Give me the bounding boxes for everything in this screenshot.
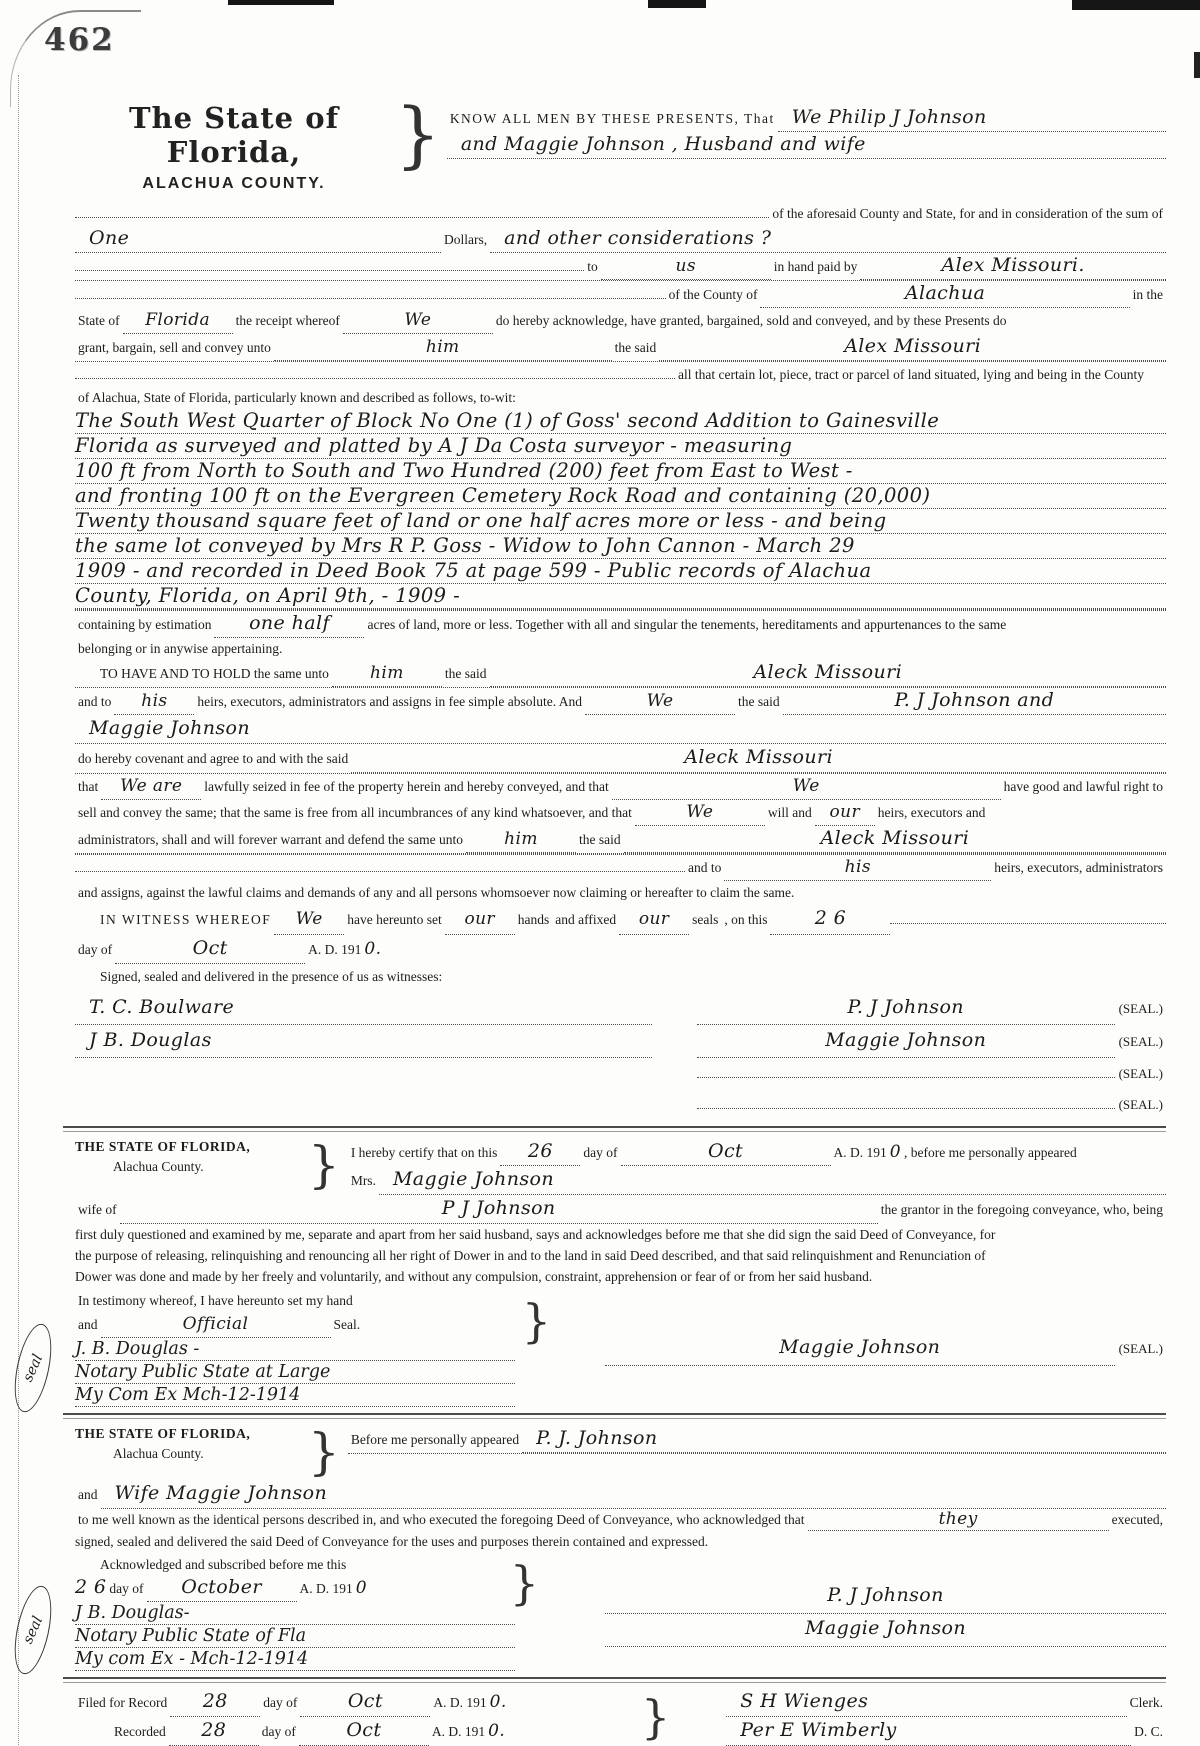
described-clause: of Alachua, State of Florida, particularly known and described as follows, to-wit: (78, 390, 516, 405)
heirs-clause-2: heirs, executors, administrators (994, 860, 1163, 875)
deputy-clerk-signature: Per E Wimberly (740, 1719, 897, 1741)
heirs-executors-label: heirs, executors and (877, 805, 986, 820)
to-value: us (675, 256, 697, 276)
before-clause: Before me personally appeared (350, 1432, 520, 1447)
certify-clause: I hereby certify that on this (350, 1145, 498, 1160)
clerk-label: Clerk. (1129, 1695, 1163, 1710)
to-have-value: him (370, 663, 404, 683)
notary-title: Notary Public State of Fla (75, 1625, 515, 1648)
document-header (75, 92, 1166, 193)
and-to-value: his (141, 691, 168, 711)
assigns-clause: and assigns, against the lawful claims and demands of any and all persons whomsoever now claiming or hereafter to claim the same. (78, 885, 795, 900)
month-value: Oct (192, 937, 228, 959)
notary-expiry: My com Ex - Mch-12-1914 (75, 1648, 515, 1671)
testimony-brace: } (521, 1294, 551, 1348)
grant-clause: grant, bargain, sell and convey unto (78, 340, 271, 355)
our-hands-value: our (464, 909, 495, 929)
dower-paragraph-1: first duly questioned and examined by me, separate and apart from her said husband, says and acknowledges before me that she did sign the said Deed of Conveyance, for (75, 1227, 996, 1242)
that-value: We are (120, 776, 183, 796)
ack2-signature-2: Maggie Johnson (804, 1616, 967, 1639)
day-of-label: day of (78, 942, 113, 957)
ad-label: A. D. 191 (431, 1724, 486, 1739)
dollars-label: Dollars, (444, 232, 488, 247)
that-label: that (78, 779, 99, 794)
appearer-name: P. J. Johnson (536, 1427, 658, 1449)
header-brace: } (395, 92, 441, 176)
ack-brace: } (308, 1423, 340, 1481)
our-seals-value: our (638, 909, 670, 929)
scan-edge-tick (1194, 52, 1200, 78)
husband-name: P J Johnson (441, 1197, 556, 1219)
sell-clause: sell and convey the same; that the same is free from all incumbrances of any kind whatsoever, and that (78, 805, 632, 820)
notary-title: Notary Public State at Large (75, 1361, 515, 1384)
mrs-name: Maggie Johnson (392, 1168, 554, 1190)
grantor-names: P. J Johnson and (894, 689, 1055, 711)
notary-expiry: My Com Ex Mch-12-1914 (75, 1384, 515, 1407)
description-line: Florida as surveyed and platted by A J Da Costa surveyor - measuring (75, 434, 1166, 459)
notary-signature: J. B. Douglas - (75, 1338, 515, 1361)
deputy-clerk-label: D. C. (1134, 1724, 1163, 1739)
filed-month: Oct (347, 1690, 383, 1712)
notary-seal-text: seal (19, 1613, 47, 1647)
grantor-clause: the grantor in the foregoing conveyance, who, being (880, 1202, 1163, 1217)
dower-paragraph-2: the purpose of releasing, relinquishing and renouncing all her right of Dower in and to the land in said Deed described, and that said relinquishment and Renunciation of (75, 1248, 986, 1263)
receipt-value: We (404, 310, 432, 330)
dower-signature: Maggie Johnson (779, 1336, 941, 1358)
section-divider (63, 1677, 1166, 1683)
ack2-signature-1: P. J Johnson (827, 1583, 944, 1606)
covenant-clause: do hereby covenant and agree to and with the said (78, 751, 349, 766)
page-number: 462 (44, 22, 115, 58)
grantor-signature-1: P. J Johnson (847, 996, 964, 1018)
appeared-clause: , before me personally appeared (903, 1145, 1077, 1160)
acknowledge-clause: do hereby acknowledge, have granted, bargained, sold and conveyed, and by these Presents do (495, 313, 1007, 328)
ad-label: A. D. 191 (299, 1581, 353, 1596)
scan-left-edge-line (18, 75, 19, 1745)
will-value: our (829, 802, 861, 822)
payer-name: Alex Missouri. (941, 254, 1085, 276)
description-line: Twenty thousand square feet of land or one half acres more or less - and being (75, 509, 1166, 534)
scan-smudge (1072, 0, 1200, 10)
grantor-names-line2: and Maggie Johnson , Husband and wife (460, 133, 866, 155)
receipt-label: the receipt whereof (235, 313, 340, 328)
ack-brace: } (308, 1136, 340, 1194)
set-label: have hereunto set (347, 912, 442, 927)
and-to-value: his (844, 857, 871, 877)
ack-year: 0 (889, 1142, 901, 1162)
ack-day: 26 (527, 1140, 553, 1162)
day-of-label: day of (109, 1581, 144, 1596)
witness-signature-2: J B. Douglas (89, 1029, 212, 1051)
ad-label: A. D. 191 (833, 1145, 887, 1160)
filed-day: 28 (202, 1690, 228, 1712)
acknowledgment-1 (19, 1136, 1166, 1407)
signed-sealed-clause: signed, sealed and delivered the said Deed of Conveyance for the uses and purposes therein contained and expressed. (75, 1534, 709, 1549)
record-brace: } (641, 1690, 671, 1744)
ack-state-label: THE STATE OF FLORIDA, (75, 1139, 251, 1154)
the-said-label: the said (614, 340, 657, 355)
description-line: and fronting 100 ft on the Evergreen Cemetery Rock Road and containing (20,000) (75, 484, 1166, 509)
containing-clause: acres of land, more or less. Together with all and singular the tenements, hereditaments and appurtenances to the same (367, 617, 1007, 632)
the-said-label: the said (579, 832, 621, 847)
scan-smudge (648, 0, 706, 8)
known-clause: to me well known as the identical persons described in, and who executed the foregoing Deed of Conveyance, who acknowledged that (78, 1512, 805, 1527)
containing-label: containing by estimation (78, 617, 212, 632)
recorded-day: 28 (201, 1719, 227, 1741)
notary-seal-oval (8, 1321, 58, 1416)
wife-of-label: wife of (78, 1202, 117, 1217)
property-description (75, 409, 1166, 611)
acreage-value: one half (249, 612, 330, 634)
seal-label: (SEAL.) (1118, 1066, 1163, 1081)
day-of-label: day of (263, 1695, 298, 1710)
grant-value: him (425, 337, 460, 357)
description-line: 100 ft from North to South and Two Hundred (200) feet from East to West - (75, 459, 1166, 484)
grantee-name: Aleck Missouri (753, 661, 903, 683)
containing-section (75, 611, 1166, 660)
ack2-year: 0 (355, 1578, 368, 1598)
state-of-label: State of (78, 313, 120, 328)
executed-label: executed, (1111, 1512, 1163, 1527)
day-number: 2 6 (814, 907, 847, 929)
administrators-clause: administrators, shall and will forever warrant and defend the same unto (78, 832, 464, 847)
recording-block (75, 1688, 1166, 1746)
clerk-signature: S H Wienges (740, 1690, 869, 1712)
section-divider (63, 1126, 1166, 1132)
testimony-clause: In testimony whereof, I have hereunto set my hand (78, 1293, 353, 1308)
in-witness-label: IN WITNESS WHEREOF (100, 912, 272, 927)
sell-value: We (686, 802, 714, 822)
to-label: to (587, 259, 598, 274)
filed-year: 0. (489, 1692, 507, 1712)
and-label: and (78, 1317, 98, 1332)
ack2-month: October (181, 1576, 262, 1598)
recorded-year: 0. (488, 1721, 506, 1741)
all-that-clause: all that certain lot, piece, tract or parcel of land situated, lying and being in the County (678, 367, 1144, 382)
right-clause: have good and lawful right to (1003, 779, 1163, 794)
notary-seal-text: seal (19, 1351, 47, 1385)
official-value: Official (182, 1314, 249, 1334)
witness-we: We (295, 909, 323, 929)
county-of-label: of the County of (668, 287, 758, 302)
notary-seal-oval (8, 1583, 58, 1678)
filed-label: Filed for Record (78, 1695, 168, 1710)
description-line: The South West Quarter of Block No One (1) of Goss' second Addition to Gainesville (75, 409, 1166, 434)
recorded-month: Oct (346, 1719, 382, 1741)
will-and-label: will and (767, 805, 812, 820)
seal-word: Seal. (333, 1317, 361, 1332)
day-of-label: day of (261, 1724, 296, 1739)
seal-label: (SEAL.) (1118, 1034, 1163, 1049)
in-hand-label: in hand paid by (773, 259, 858, 274)
grantor-signature-2: Maggie Johnson (825, 1029, 987, 1051)
year-value: 0. (364, 939, 382, 959)
hands-label: hands (517, 912, 550, 927)
seized-value: We (792, 776, 820, 796)
they-value: they (938, 1509, 978, 1529)
acknowledged-clause: Acknowledged and subscribed before me this (100, 1557, 347, 1572)
on-this-label: , on this (724, 912, 768, 927)
ack-county-label: Alachua County. (113, 1159, 204, 1174)
notary-signature: J B. Douglas- (75, 1602, 515, 1625)
seals-label: seals (692, 912, 719, 927)
to-have-clause: TO HAVE AND TO HOLD the same unto (100, 666, 329, 681)
scan-smudge (228, 0, 334, 5)
defend-value: him (504, 829, 538, 849)
grantor-names-2: Maggie Johnson (89, 717, 251, 739)
presents-clause: KNOW ALL MEN BY THESE PRESENTS, That (449, 111, 775, 126)
ad-label: A. D. 191 (433, 1695, 487, 1710)
appertaining-clause: belonging or in anywise appertaining. (78, 641, 283, 656)
grantee-name: Alex Missouri (844, 335, 982, 357)
warranty-section (75, 774, 1166, 904)
affixed-label: and affixed (555, 912, 617, 927)
description-line: 1909 - and recorded in Deed Book 75 at page 599 - Public records of Alachua (75, 559, 1166, 584)
the-said-label: the said (738, 694, 780, 709)
in-the-label: in the (1132, 287, 1163, 302)
and-value: We (646, 691, 674, 711)
premises-section (75, 201, 1166, 409)
state-title: The State of Florida, (128, 101, 340, 169)
description-line: the same lot conveyed by Mrs R P. Goss - Widow to John Cannon - March 29 (75, 534, 1166, 559)
seal-label: (SEAL.) (1118, 1001, 1163, 1016)
signature-section (75, 992, 1166, 1120)
county-subtitle: ALACHUA COUNTY. (142, 175, 326, 192)
presence-clause: Signed, sealed and delivered in the presence of us as witnesses: (100, 969, 443, 984)
consideration-amount: One (89, 227, 130, 249)
ad-label: A. D. 191 (308, 942, 362, 957)
seal-label: (SEAL.) (1118, 1341, 1163, 1356)
acknowledgment-2 (19, 1423, 1166, 1671)
day-of-label: day of (583, 1145, 618, 1160)
ack-state-label: THE STATE OF FLORIDA, (75, 1426, 251, 1441)
covenant-grantee: Aleck Missouri (684, 746, 833, 768)
and-to-label: and to (688, 860, 722, 875)
and-label: and (78, 1487, 98, 1502)
ack2-brace: } (509, 1556, 539, 1610)
state-value: Florida (145, 310, 211, 330)
seized-clause: lawfully seized in fee of the property herein and hereby conveyed, and that (204, 779, 609, 794)
recorded-label: Recorded (114, 1724, 166, 1739)
seal-label: (SEAL.) (1118, 1097, 1163, 1112)
ack2-day: 2 6 (75, 1576, 107, 1598)
ack-month: Oct (707, 1140, 744, 1162)
habendum-section (75, 660, 1166, 774)
ack-county-label: Alachua County. (113, 1446, 204, 1461)
grantor-names-line1: We Philip J Johnson (791, 106, 987, 128)
mrs-label: Mrs. (350, 1173, 376, 1188)
other-consideration: and other considerations ? (504, 227, 772, 249)
description-line: County, Florida, on April 9th, - 1909 - (75, 584, 1166, 609)
and-to-label: and to (78, 694, 112, 709)
dower-paragraph-3: Dower was done and made by her freely and voluntarily, and without any compulsion, constraint, apprehension or fear of or from her said husband. (75, 1269, 873, 1284)
grantee-name: Aleck Missouri (820, 827, 970, 849)
witness-signature-1: T. C. Boulware (89, 996, 235, 1018)
the-said-label: the said (444, 666, 487, 681)
county-value: Alachua (904, 282, 986, 304)
heirs-clause: heirs, executors, administrators and assigns in fee simple absolute. And (197, 694, 583, 709)
appearer-name-2: Wife Maggie Johnson (114, 1482, 328, 1504)
section-divider (63, 1413, 1166, 1419)
witness-clause-section (75, 904, 1166, 990)
aforesaid-clause: of the aforesaid County and State, for and in consideration of the sum of (772, 206, 1163, 221)
